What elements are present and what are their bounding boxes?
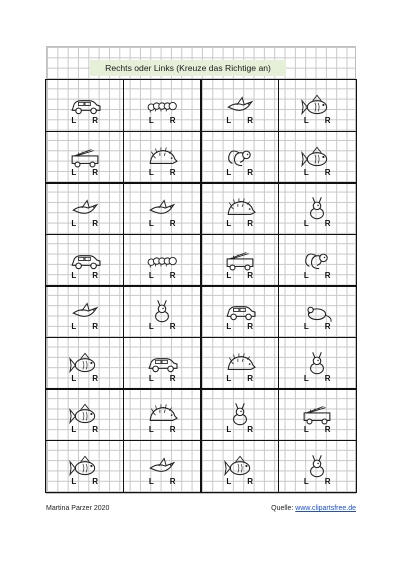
exercise-cell: [278, 440, 357, 493]
exercise-cell: [45, 285, 124, 338]
exercise-cell: [45, 388, 124, 441]
exercise-cell: [200, 388, 279, 441]
option-left[interactable]: L: [226, 270, 232, 280]
answer-options: [226, 425, 253, 434]
option-left[interactable]: L: [148, 322, 154, 332]
option-left[interactable]: L: [71, 270, 77, 280]
option-right[interactable]: R: [324, 116, 331, 126]
answer-options: [149, 425, 176, 434]
option-left[interactable]: L: [303, 373, 309, 383]
worksheet-title: Rechts oder Links (Kreuze das Richtige an): [90, 60, 286, 76]
rabbit-icon: [147, 300, 177, 322]
option-right[interactable]: R: [169, 167, 176, 177]
answer-options: [226, 116, 253, 125]
option-right[interactable]: R: [247, 476, 254, 486]
answer-options: [226, 219, 253, 228]
exercise-cell: [278, 285, 357, 338]
option-right[interactable]: R: [92, 322, 99, 332]
option-right[interactable]: R: [324, 322, 331, 332]
exercise-cell: [278, 388, 357, 441]
exercise-cell: [278, 79, 357, 132]
fish-icon: [70, 352, 100, 374]
answer-options: [71, 168, 98, 177]
exercise-cell: [200, 182, 279, 235]
exercise-cell: [123, 182, 202, 235]
mouse-icon: [302, 300, 332, 322]
option-right[interactable]: R: [324, 476, 331, 486]
option-left[interactable]: L: [148, 476, 154, 486]
option-left[interactable]: L: [148, 425, 154, 435]
option-right[interactable]: R: [169, 476, 176, 486]
option-right[interactable]: R: [169, 116, 176, 126]
option-left[interactable]: L: [148, 219, 154, 229]
exercise-cell: [45, 440, 124, 493]
car-icon: [70, 94, 100, 116]
exercise-cell: [278, 337, 357, 390]
answer-options: [149, 477, 176, 486]
exercise-cell: [123, 79, 202, 132]
answer-options: [304, 322, 331, 331]
exercise-cell: [45, 131, 124, 184]
option-left[interactable]: L: [303, 219, 309, 229]
exercise-cell: [123, 440, 202, 493]
option-left[interactable]: L: [226, 116, 232, 126]
answer-options: [149, 322, 176, 331]
option-right[interactable]: R: [247, 373, 254, 383]
option-left[interactable]: L: [303, 476, 309, 486]
option-left[interactable]: L: [226, 373, 232, 383]
option-right[interactable]: R: [92, 219, 99, 229]
answer-options: [226, 271, 253, 280]
exercise-cell: [200, 131, 279, 184]
option-left[interactable]: L: [148, 270, 154, 280]
option-left[interactable]: L: [71, 476, 77, 486]
exercise-cell: [278, 131, 357, 184]
exercise-cell: [123, 285, 202, 338]
option-right[interactable]: R: [92, 167, 99, 177]
answer-options: [304, 271, 331, 280]
option-right[interactable]: R: [92, 270, 99, 280]
author-credit: Martina Parzer 2020: [46, 505, 110, 512]
answer-options: [149, 271, 176, 280]
exercise-cell: [45, 182, 124, 235]
option-left[interactable]: L: [71, 425, 77, 435]
answer-options: [149, 219, 176, 228]
answer-options: [149, 374, 176, 383]
exercise-cell: [200, 337, 279, 390]
exercise-cell: [278, 234, 357, 287]
answer-options: [149, 116, 176, 125]
option-right[interactable]: R: [324, 167, 331, 177]
answer-options: [304, 425, 331, 434]
option-right[interactable]: R: [247, 116, 254, 126]
option-right[interactable]: R: [247, 167, 254, 177]
exercise-cell: [278, 182, 357, 235]
option-right[interactable]: R: [92, 373, 99, 383]
answer-options: [71, 374, 98, 383]
option-right[interactable]: R: [324, 270, 331, 280]
answer-options: [304, 219, 331, 228]
option-right[interactable]: R: [324, 373, 331, 383]
fire-truck-icon: [70, 146, 100, 168]
exercise-grid: [46, 80, 356, 492]
source-label: Quelle:: [271, 505, 294, 512]
rabbit-icon: [302, 352, 332, 374]
option-right[interactable]: R: [324, 425, 331, 435]
option-right[interactable]: R: [169, 425, 176, 435]
fish-icon: [302, 94, 332, 116]
option-right[interactable]: R: [169, 373, 176, 383]
exercise-cell: [123, 131, 202, 184]
answer-options: [226, 168, 253, 177]
option-left[interactable]: L: [148, 373, 154, 383]
answer-options: [71, 425, 98, 434]
option-right[interactable]: R: [92, 476, 99, 486]
exercise-cell: [45, 337, 124, 390]
option-right[interactable]: R: [169, 219, 176, 229]
fish-icon: [70, 403, 100, 425]
option-left[interactable]: L: [226, 219, 232, 229]
answer-options: [226, 477, 253, 486]
fish-icon: [70, 455, 100, 477]
answer-options: [149, 168, 176, 177]
fire-truck-icon: [302, 403, 332, 425]
fish-icon: [302, 146, 332, 168]
option-left[interactable]: L: [71, 219, 77, 229]
option-right[interactable]: R: [92, 116, 99, 126]
bird-icon: [147, 197, 177, 219]
option-right[interactable]: R: [247, 270, 254, 280]
exercise-cell: [123, 337, 202, 390]
rabbit-icon: [302, 197, 332, 219]
hedgehog-icon: [147, 146, 177, 168]
option-right[interactable]: R: [247, 219, 254, 229]
answer-options: [304, 168, 331, 177]
exercise-cell: [200, 234, 279, 287]
caterpillar-icon: [147, 94, 177, 116]
option-left[interactable]: L: [226, 322, 232, 332]
answer-options: [304, 374, 331, 383]
car-icon: [225, 300, 255, 322]
option-left[interactable]: L: [303, 116, 309, 126]
hedgehog-icon: [225, 352, 255, 374]
bird-icon: [147, 455, 177, 477]
option-left[interactable]: L: [148, 167, 154, 177]
option-left[interactable]: L: [226, 425, 232, 435]
option-right[interactable]: R: [247, 425, 254, 435]
option-left[interactable]: L: [71, 167, 77, 177]
option-right[interactable]: R: [247, 322, 254, 332]
answer-options: [71, 322, 98, 331]
source-credit: [271, 505, 356, 512]
exercise-cell: [123, 234, 202, 287]
option-left[interactable]: L: [303, 167, 309, 177]
option-left[interactable]: L: [226, 476, 232, 486]
option-left[interactable]: L: [148, 116, 154, 126]
option-left[interactable]: L: [303, 322, 309, 332]
option-left[interactable]: L: [226, 167, 232, 177]
rabbit-icon: [302, 455, 332, 477]
option-right[interactable]: R: [169, 270, 176, 280]
hedgehog-icon: [225, 197, 255, 219]
exercise-cell: [123, 388, 202, 441]
source-link[interactable]: www.clipartsfree.de: [295, 505, 356, 512]
answer-options: [226, 322, 253, 331]
answer-options: [71, 477, 98, 486]
rabbit-icon: [225, 403, 255, 425]
option-left[interactable]: L: [71, 116, 77, 126]
car-icon: [147, 352, 177, 374]
option-right[interactable]: R: [169, 322, 176, 332]
exercise-cell: [200, 285, 279, 338]
answer-options: [71, 219, 98, 228]
bird-icon: [70, 197, 100, 219]
answer-options: [304, 116, 331, 125]
option-right[interactable]: R: [92, 425, 99, 435]
answer-options: [226, 374, 253, 383]
option-right[interactable]: R: [324, 219, 331, 229]
answer-options: [71, 116, 98, 125]
option-left[interactable]: L: [303, 425, 309, 435]
bird-icon: [225, 94, 255, 116]
hedgehog-icon: [147, 403, 177, 425]
fish-icon: [225, 455, 255, 477]
car-icon: [70, 249, 100, 271]
squirrel-icon: [225, 146, 255, 168]
answer-options: [71, 271, 98, 280]
option-left[interactable]: L: [303, 270, 309, 280]
exercise-cell: [200, 440, 279, 493]
squirrel-icon: [302, 249, 332, 271]
fire-truck-icon: [225, 249, 255, 271]
option-left[interactable]: L: [71, 373, 77, 383]
answer-options: [304, 477, 331, 486]
caterpillar-icon: [147, 249, 177, 271]
option-left[interactable]: L: [71, 322, 77, 332]
exercise-cell: [200, 79, 279, 132]
exercise-cell: [45, 234, 124, 287]
exercise-cell: [45, 79, 124, 132]
bird-icon: [70, 300, 100, 322]
